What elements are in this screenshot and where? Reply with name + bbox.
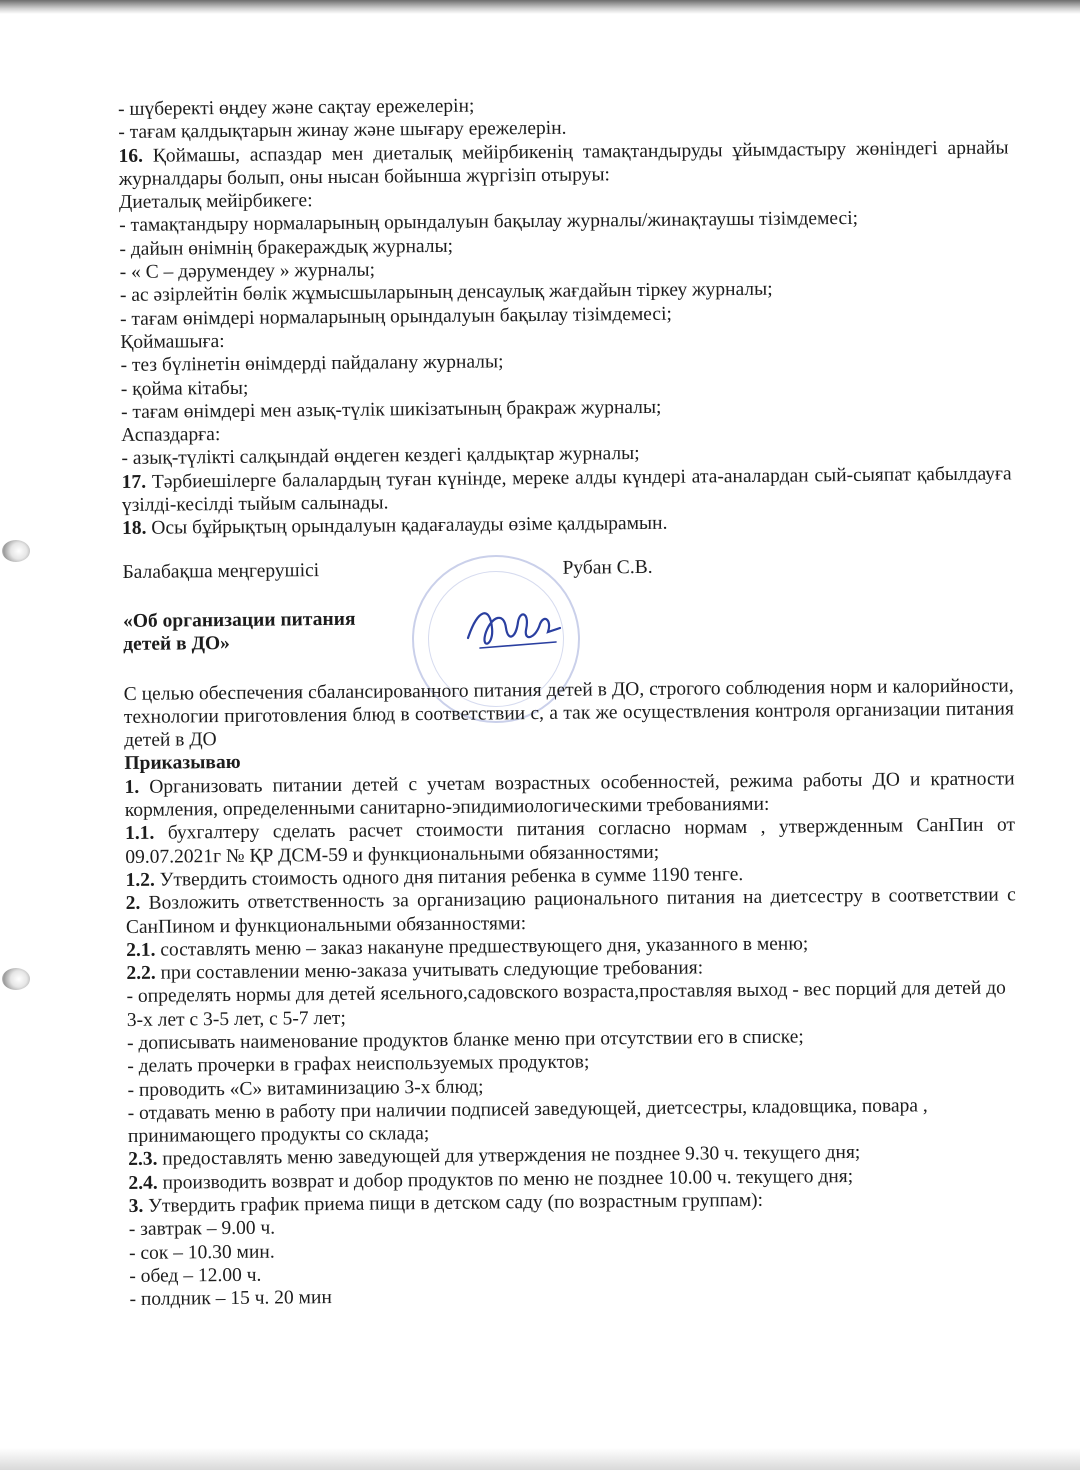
clause-text: - тез бүлінетін өнімдерді пайдалану журналы; [120, 351, 504, 377]
clause-text: - отдавать меню в работу при наличии подписей заведующей, диетсестры, кладовщика, повара , принимающего продукты со склада; [127, 1095, 928, 1148]
clause-number: 2. [125, 893, 141, 915]
clause-text: - полдник – 15 ч. 20 мин [129, 1287, 332, 1311]
clause-text: - қойма кітабы; [120, 377, 249, 400]
clause-text: - ас әзірлейтін бөлік жұмысшыларының денсаулық жағдайын тіркеу журналы; [119, 279, 773, 307]
clause-text: - обед – 12.00 ч. [129, 1264, 262, 1287]
clause-text: - тағам өнімдері нормаларының орындалуын бақылау тізімдемесі; [120, 303, 672, 330]
ru-line [125, 767, 1015, 822]
clause-text: - тамақтандыру нормаларының орындалуын бақылау журналы/жинақтаушы тізімдемесі; [119, 208, 859, 237]
order-title-line-1: «Об организации питания [122, 608, 356, 632]
clause-number: 18. [122, 518, 147, 540]
ru-line [126, 884, 1016, 939]
clause-number: 1.1. [124, 822, 155, 845]
clause-number: 2.1. [126, 939, 156, 961]
ru-line [128, 1093, 1018, 1148]
scan-bottom-edge [0, 1448, 1080, 1470]
clause-number: 3. [128, 1195, 144, 1218]
clause-text: составлять меню – заказ накануне предшествующего дня, указанного в меню; [160, 933, 809, 961]
clause-text: Қоймашыға: [120, 330, 225, 353]
clause-text: - тағам өнімдері мен азық-түлік шикізатының бракраж журналы; [120, 396, 662, 423]
clause-text: Тәрбиешілерге балалардың туған күнінде, мереке алды күндері ата-аналардан сый-сыяпат қабылдауға үзілді-кесілді тыйым салынады. [121, 463, 1012, 517]
clause-number: 1.2. [125, 869, 155, 891]
clause-number: 2.4. [128, 1172, 158, 1194]
clause-text: Утвердить график приема пищи в детском саду (по возрастным группам): [148, 1189, 764, 1217]
clause-text: - дайын өнімнің бракераждық журналы; [119, 235, 454, 260]
kz-line [122, 462, 1012, 517]
document-page [118, 89, 1020, 1311]
order-intro-paragraph: С целью обеспечения сбалансированного питания детей в ДО, строгого соблюдения норм и калорийности, технологии приготовления блюд в соответствии с, а так же осуществления контроля организации питания детей в ДО [123, 674, 1015, 752]
clause-text: Қоймашы, аспаздар мен диеталық мейірбикенің тамақтандыруды ұйымдастыру жөніндегі арнайы журналдары болып, оны нысан бойынша жүргізіп отыруы: [118, 137, 1009, 190]
clause-text: - тағам қалдықтарын жинау және шығару ережелерін. [118, 117, 567, 144]
clause-text: - шүберекті өңдеу және сақтау ережелерін; [118, 95, 475, 120]
clause-number: 17. [121, 471, 147, 493]
clause-text: при составлении меню-заказа учитывать следующие требования: [160, 957, 704, 984]
clause-text: Возложить ответственность за организацию рационального питания на диетсестру в соответствии с СанПином и функциональными обязанностями: [125, 884, 1016, 938]
russian-order-section [125, 767, 1020, 1311]
punch-hole-top [2, 540, 30, 562]
clause-text: бухгалтеру сделать расчет стоимости питания согласно нормам , утвержденным СанПин от 09.07.2021г № ҚР ДСМ-59 и функциональными обязанностями; [125, 814, 1016, 868]
clause-text: Диеталық мейірбикеге: [118, 190, 313, 214]
clause-text: Аспаздарға: [121, 424, 221, 447]
clause-text: - « С – дәрумендеу » журналы; [119, 259, 376, 284]
clause-text: - делать прочерки в графах неиспользуемых продуктов; [127, 1051, 590, 1078]
order-word: Приказываю [124, 752, 241, 775]
clause-text: - определять нормы для детей ясельного,садовского возраста,проставляя выход - вес порций для детей до 3-х лет с 3-5 лет, с 5-7 лет; [126, 977, 1006, 1031]
clause-text: - проводить «С» витаминизацию 3-х блюд; [127, 1076, 484, 1101]
ru-line [125, 814, 1015, 869]
clause-text: - завтрак – 9.00 ч. [128, 1217, 276, 1241]
kazakh-order-section [118, 89, 1012, 540]
clause-number: 1. [124, 776, 140, 798]
scan-top-edge [0, 0, 1080, 14]
clause-text: - сок – 10.30 мин. [128, 1241, 275, 1264]
clause-number: 16. [118, 145, 144, 167]
kz-line [118, 136, 1008, 191]
order-title-line-2: детей в ДО» [123, 633, 230, 656]
ru-line [127, 977, 1017, 1032]
clause-number: 2.3. [128, 1149, 158, 1171]
punch-hole-bottom [2, 968, 30, 990]
clause-text: Утвердить стоимость одного дня питания ребенка в сумме 1190 тенге. [159, 863, 744, 891]
clause-text: - азық-түлікті салқындай өңдеген кездегі қалдықтар журналы; [121, 443, 640, 470]
signatory-position: Балабақша меңгерушісі [122, 559, 320, 583]
clause-text: предоставлять меню заведующей для утверждения не позднее 9.30 ч. текущего дня; [162, 1142, 861, 1171]
clause-text: Организовать питании детей с учетам возрастных особенностей, режима работы ДО и кратности кормления, определенными санитарно-эпидимиологическими требованиями: [124, 768, 1015, 821]
clause-text: - дописывать наименование продуктов бланке меню при отсутствии его в списке; [126, 1026, 804, 1054]
clause-text: Осы бұйрықтың орындалуын қадағалауды өзіме қалдырамын. [151, 513, 668, 540]
signatory-name: Рубан С.В. [562, 556, 653, 579]
clause-number: 2.2. [126, 962, 156, 985]
clause-text: производить возврат и добор продуктов по меню не позднее 10.00 ч. текущего дня; [162, 1165, 854, 1194]
